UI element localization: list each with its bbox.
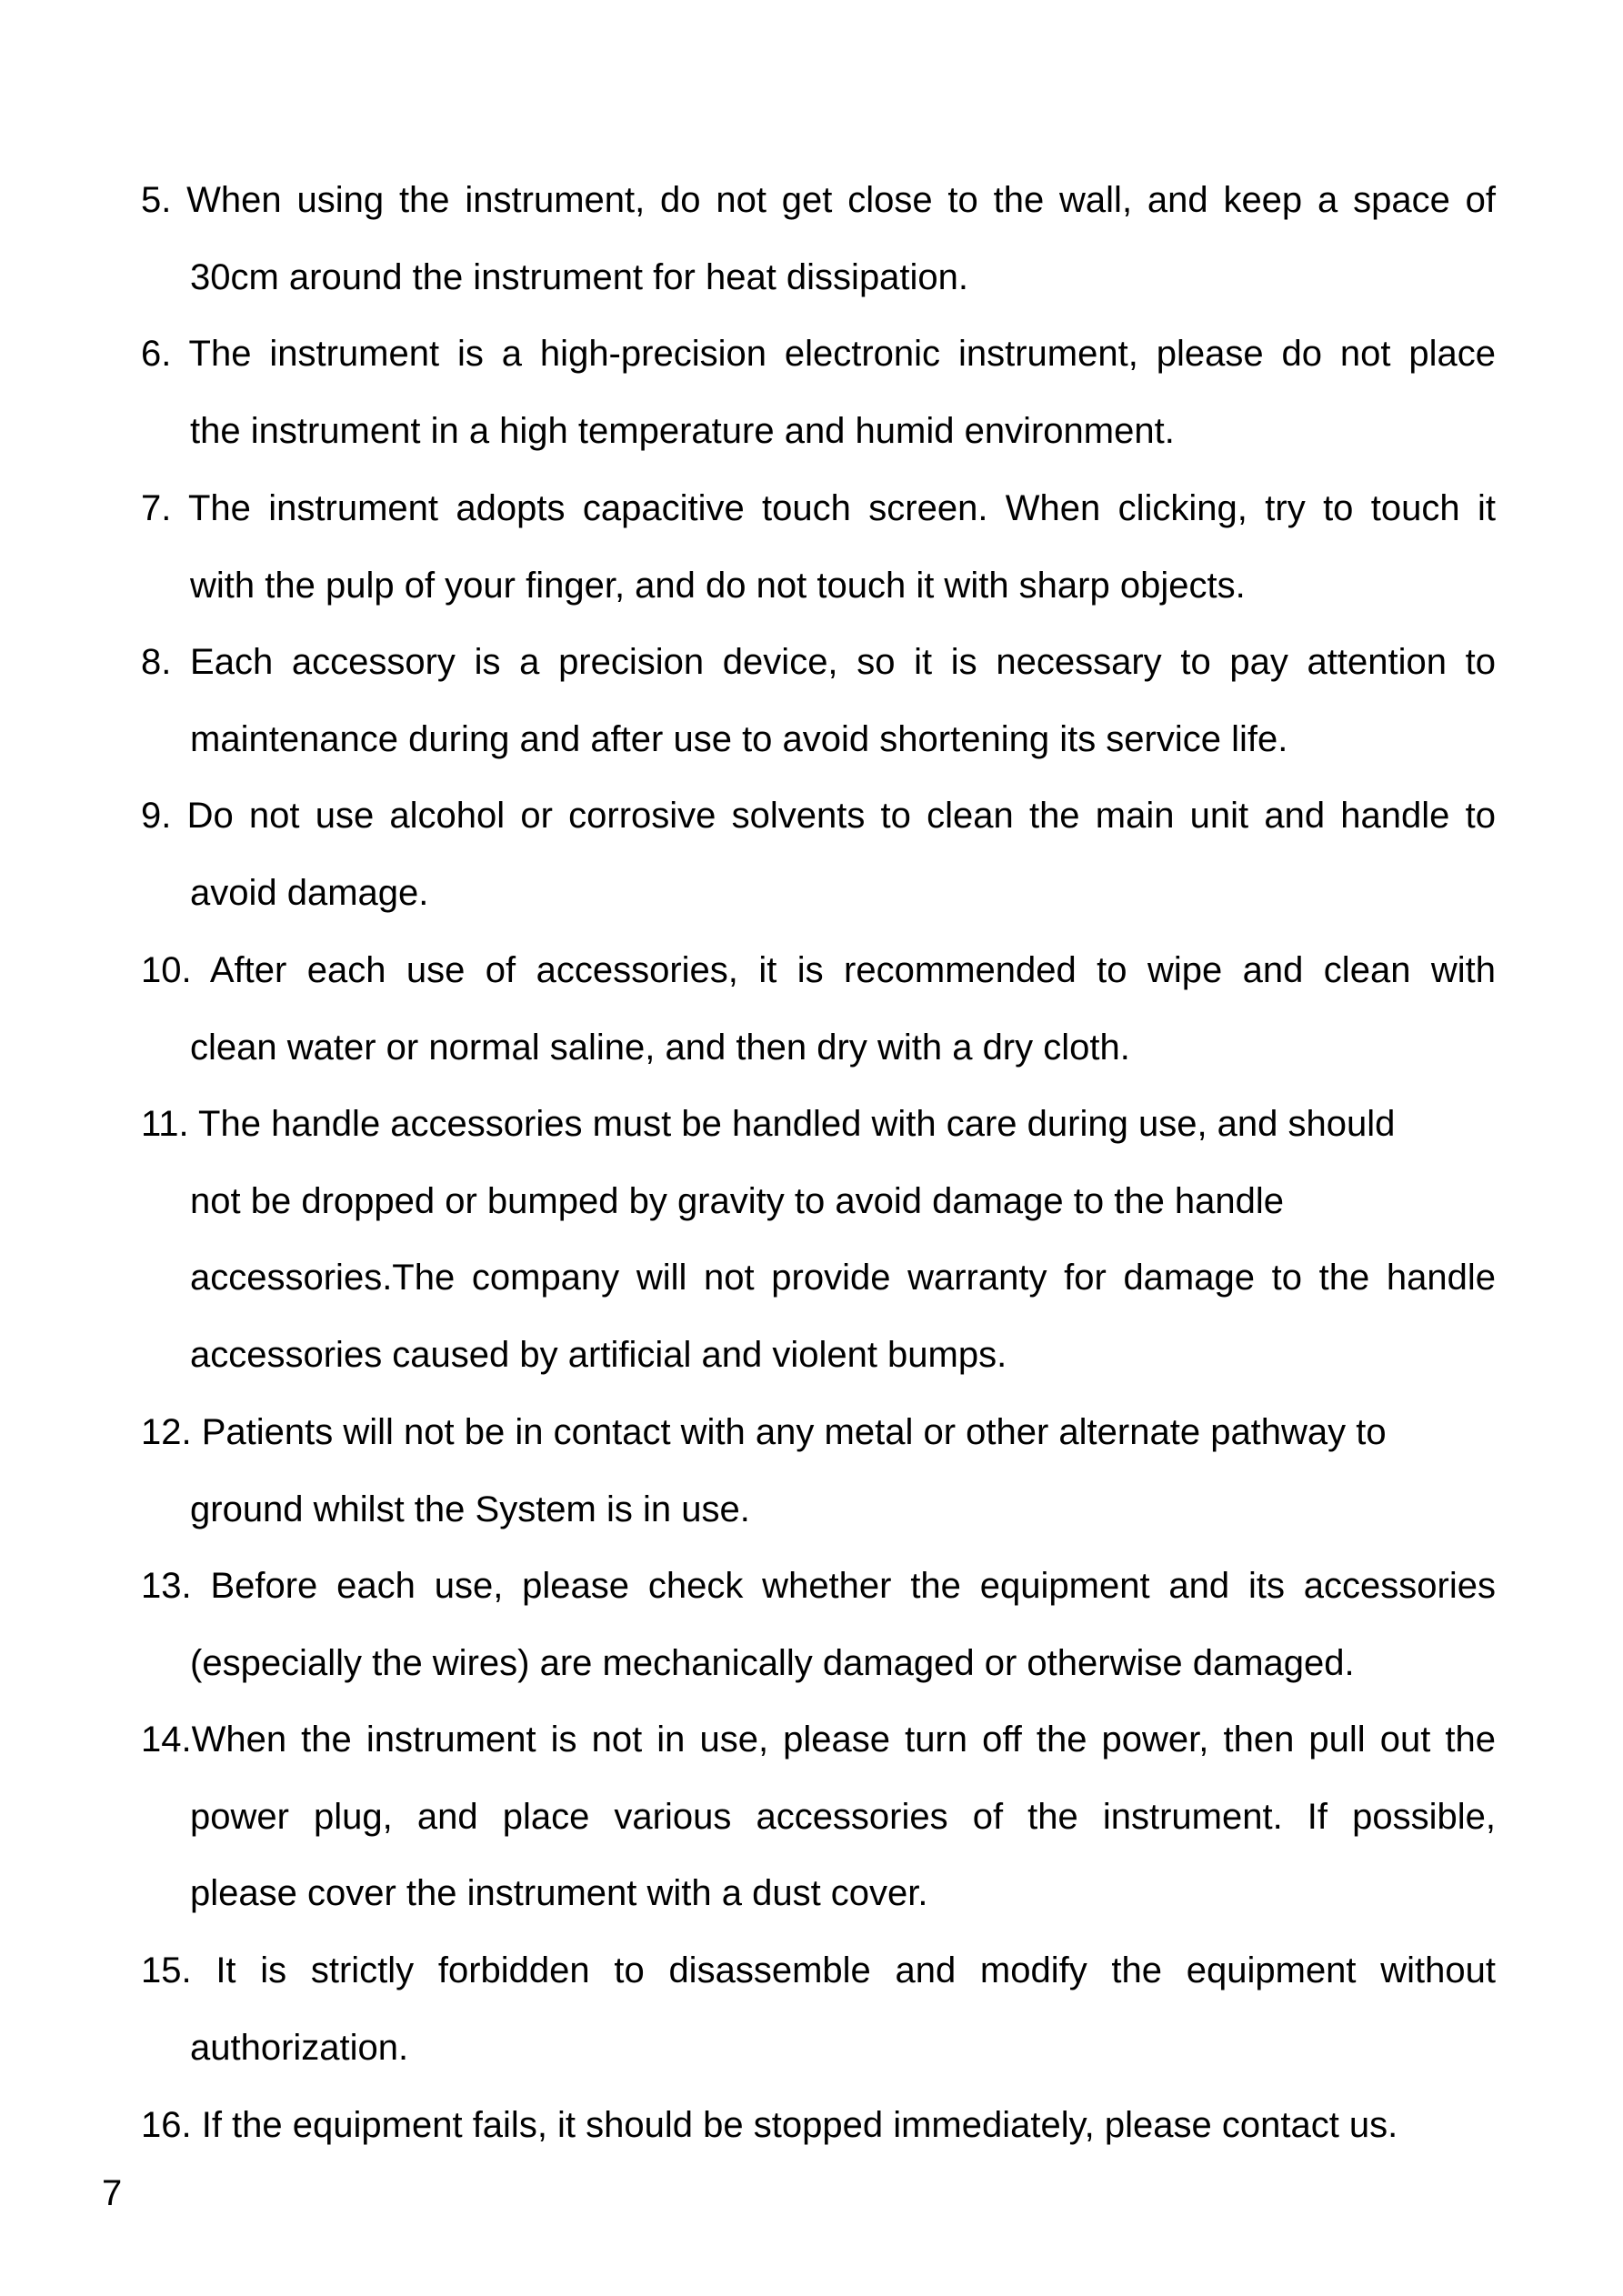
item-12-line-1: 12. Patients will not be in contact with any metal or other alternate pathway to xyxy=(141,1412,1387,1452)
item-15-line-1: 15. It is strictly forbidden to disassemble and modify the equipment without xyxy=(141,1950,1496,1990)
list-item-16 xyxy=(141,2087,1496,2164)
item-11-line-4: accessories caused by artificial and violent bumps. xyxy=(190,1335,1007,1376)
item-5-line-1: 5. When using the instrument, do not get close to the wall, and keep a space of xyxy=(141,180,1496,220)
item-7-line-1: 7. The instrument adopts capacitive touch screen. When clicking, try to touch it xyxy=(141,488,1496,528)
item-8-line-2: maintenance during and after use to avoid shortening its service life. xyxy=(190,718,1288,759)
list-item-6 xyxy=(141,316,1496,469)
item-11-line-1: 11. The handle accessories must be handled with care during use, and should xyxy=(141,1104,1396,1144)
list-item-12 xyxy=(141,1394,1496,1548)
item-12-line-2: ground whilst the System is in use. xyxy=(190,1489,750,1529)
item-5-line-2: 30cm around the instrument for heat dissipation. xyxy=(190,256,969,297)
item-13-line-2: (especially the wires) are mechanically damaged or otherwise damaged. xyxy=(190,1642,1355,1683)
item-9-line-1: 9. Do not use alcohol or corrosive solvents to clean the main unit and handle to xyxy=(141,796,1496,836)
list-item-14 xyxy=(141,1701,1496,1932)
item-6-line-1: 6. The instrument is a high-precision electronic instrument, please do not place xyxy=(141,334,1496,374)
item-6-line-2: the instrument in a high temperature and humid environment. xyxy=(190,410,1175,451)
item-10-line-2: clean water or normal saline, and then dry with a dry cloth. xyxy=(190,1027,1130,1068)
item-11-line-2: not be dropped or bumped by gravity to avoid damage to the handle xyxy=(190,1180,1285,1221)
item-10-line-1: 10. After each use of accessories, it is recommended to wipe and clean with xyxy=(141,950,1496,990)
list-item-11 xyxy=(141,1086,1496,1394)
item-14-line-2: power plug, and place various accessories of the instrument. If possible, xyxy=(190,1796,1496,1837)
list-item-5 xyxy=(141,162,1496,316)
item-15-line-2: authorization. xyxy=(190,2027,409,2068)
list-item-15 xyxy=(141,1932,1496,2086)
list-item-10 xyxy=(141,932,1496,1086)
item-11-line-3: accessories.The company will not provide warranty for damage to the handle xyxy=(190,1258,1496,1298)
list-item-13 xyxy=(141,1548,1496,1701)
item-8-line-1: 8. Each accessory is a precision device, so it is necessary to pay attention to xyxy=(141,642,1496,682)
item-16-line-1: 16. If the equipment fails, it should be stopped immediately, please contact us. xyxy=(141,2105,1398,2145)
item-13-line-1: 13. Before each use, please check whether the equipment and its accessories xyxy=(141,1566,1496,1606)
list-item-7 xyxy=(141,470,1496,624)
list-item-9 xyxy=(141,777,1496,931)
list-item-8 xyxy=(141,624,1496,777)
item-9-line-2: avoid damage. xyxy=(190,872,429,913)
item-14-line-3: please cover the instrument with a dust cover. xyxy=(190,1873,928,1914)
item-7-line-2: with the pulp of your finger, and do not touch it with sharp objects. xyxy=(190,565,1246,606)
page-number: 7 xyxy=(102,2173,123,2213)
item-14-line-1: 14.When the instrument is not in use, please turn off the power, then pull out the xyxy=(141,1719,1496,1760)
